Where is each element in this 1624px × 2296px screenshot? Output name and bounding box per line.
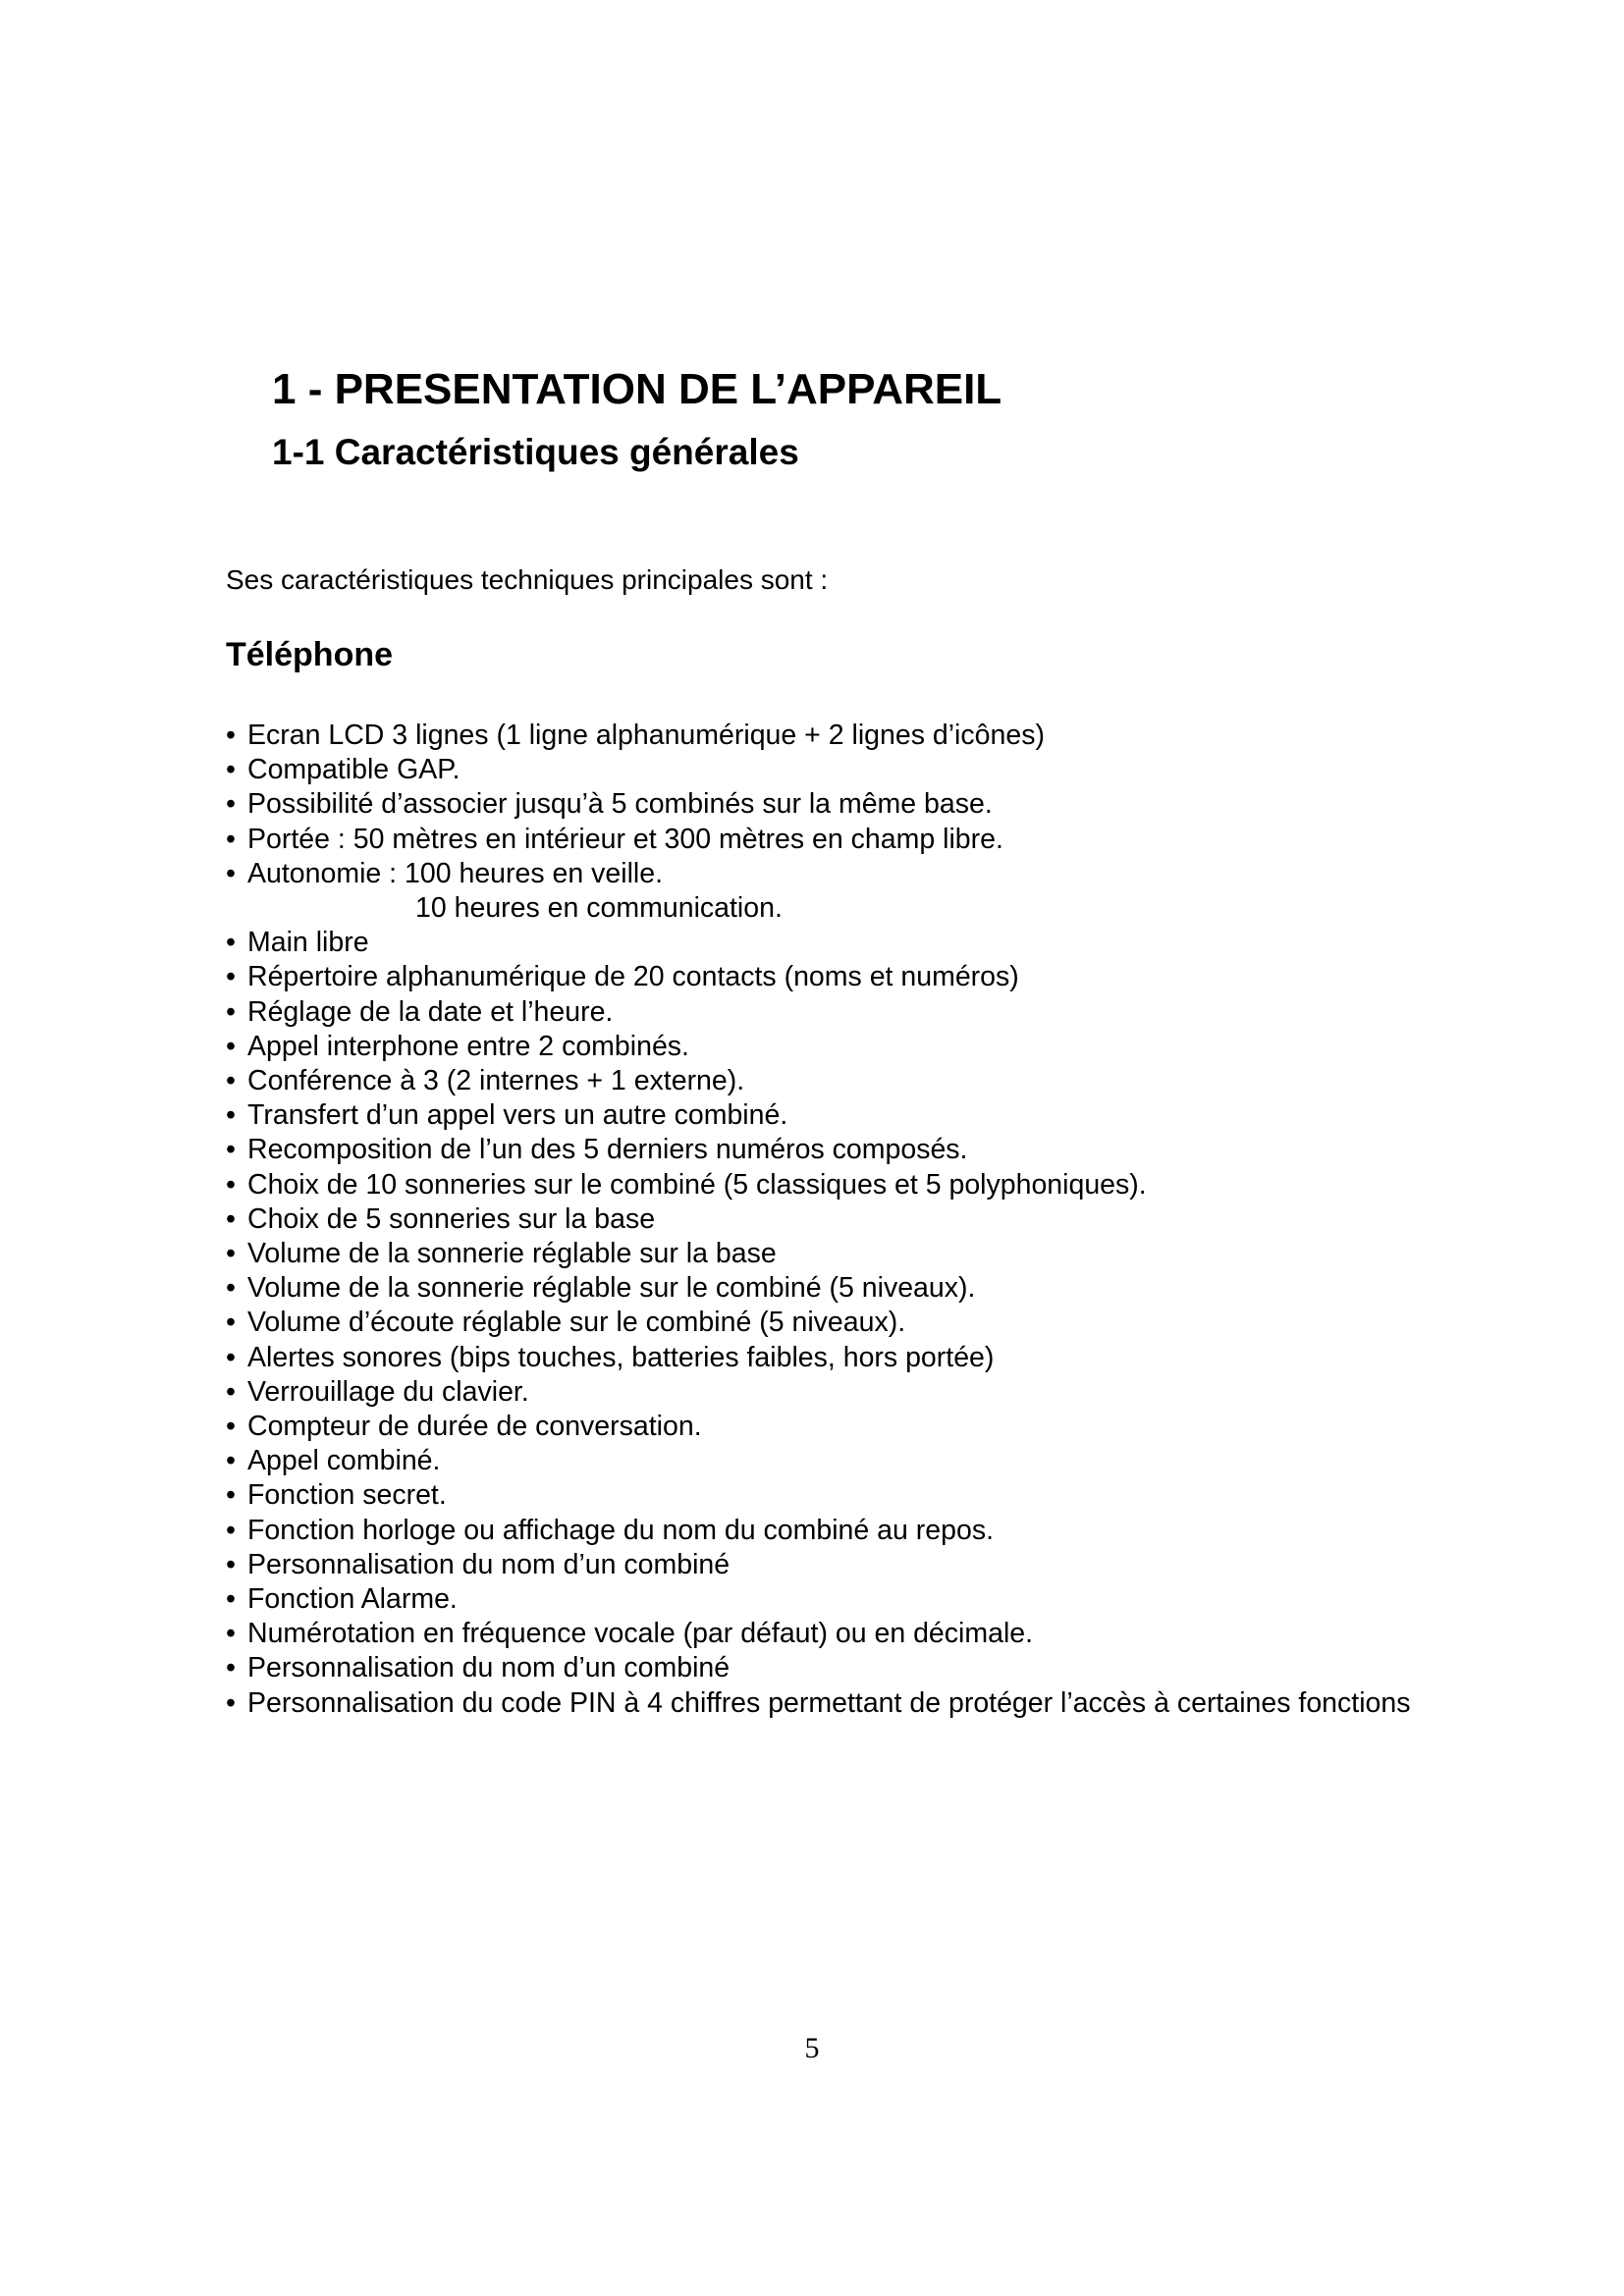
intro-text: Ses caractéristiques techniques principales sont :: [226, 564, 829, 595]
feature-item: [226, 1444, 1424, 1478]
feature-text: Main libre: [247, 927, 369, 959]
feature-item: [226, 823, 1424, 857]
bullet-icon: •: [226, 754, 236, 786]
feature-item: [226, 753, 1424, 787]
bullet-icon: •: [226, 1238, 236, 1270]
feature-text: Appel combiné.: [247, 1445, 441, 1477]
feature-item: [226, 1410, 1424, 1444]
feature-text: Fonction Alarme.: [247, 1583, 458, 1616]
feature-item: [226, 1064, 1424, 1098]
feature-item: [226, 857, 1424, 891]
features-list: [226, 719, 1424, 1721]
feature-text: Personnalisation du nom d’un combiné: [247, 1548, 731, 1580]
feature-text: Volume d’écoute réglable sur le combiné (5 niveaux).: [247, 1307, 906, 1339]
bullet-icon: •: [226, 1272, 236, 1305]
feature-item: [226, 787, 1424, 822]
feature-text: Verrouillage du clavier.: [247, 1375, 529, 1408]
feature-item: [226, 719, 1424, 753]
feature-text: Portée : 50 mètres en intérieur et 300 mètres en champ libre.: [247, 823, 1003, 855]
feature-item: [226, 1686, 1424, 1721]
feature-text: Volume de la sonnerie réglable sur le combiné (5 niveaux).: [247, 1272, 976, 1305]
feature-text: Numérotation en fréquence vocale (par défaut) ou en décimale.: [247, 1618, 1034, 1650]
feature-text: Réglage de la date et l’heure.: [247, 995, 614, 1028]
feature-item: [226, 1478, 1424, 1513]
feature-text: Volume de la sonnerie réglable sur la base: [247, 1238, 777, 1270]
bullet-icon: •: [226, 1375, 236, 1408]
feature-text: Choix de 10 sonneries sur le combiné (5 classiques et 5 polyphoniques).: [247, 1168, 1147, 1201]
bullet-icon: •: [226, 720, 236, 751]
feature-text: Fonction horloge ou affichage du nom du combiné au repos.: [247, 1514, 994, 1546]
feature-text: Transfert d’un appel vers un autre combiné.: [247, 1099, 788, 1132]
bullet-icon: •: [226, 1134, 236, 1166]
bullet-icon: •: [226, 1307, 236, 1339]
bullet-icon: •: [226, 1583, 236, 1616]
bullet-icon: •: [226, 961, 236, 993]
feature-item: [226, 1582, 1424, 1617]
bullet-icon: •: [226, 1168, 236, 1201]
feature-text: Personnalisation du nom d’un combiné: [247, 1652, 731, 1684]
feature-text: 10 heures en communication.: [415, 892, 783, 925]
page-heading: 1 - PRESENTATION DE L’APPAREIL: [272, 365, 1002, 413]
feature-text: Personnalisation du code PIN à 4 chiffres permettant de protéger l’accès à certaines fonctions: [247, 1686, 1411, 1719]
telephone-section-title: Téléphone: [226, 636, 394, 673]
bullet-icon: •: [226, 1445, 236, 1477]
bullet-icon: •: [226, 995, 236, 1028]
feature-item: [226, 1168, 1424, 1202]
bullet-icon: •: [226, 1548, 236, 1580]
feature-text: Appel interphone entre 2 combinés.: [247, 1030, 689, 1062]
feature-item: [226, 1271, 1424, 1306]
feature-text: Possibilité d’associer jusqu’à 5 combinés sur la même base.: [247, 788, 993, 821]
bullet-icon: •: [226, 1065, 236, 1097]
feature-text: Alertes sonores (bips touches, batteries faibles, hors portée): [247, 1341, 995, 1373]
feature-item: [226, 1202, 1424, 1237]
feature-item: [226, 960, 1424, 994]
feature-item: [226, 1237, 1424, 1271]
bullet-icon: •: [226, 1411, 236, 1443]
bullet-icon: •: [226, 823, 236, 855]
bullet-icon: •: [226, 1686, 236, 1719]
feature-item: [226, 1306, 1424, 1340]
feature-item: [226, 1341, 1424, 1375]
feature-text: Répertoire alphanumérique de 20 contacts (noms et numéros): [247, 961, 1019, 993]
bullet-icon: •: [226, 1479, 236, 1512]
feature-item: [226, 1030, 1424, 1064]
bullet-icon: •: [226, 1202, 236, 1235]
feature-text: Compatible GAP.: [247, 754, 460, 786]
section-subheading: 1-1 Caractéristiques générales: [272, 432, 799, 472]
feature-item: [226, 995, 1424, 1030]
page-number: 5: [804, 2032, 820, 2064]
feature-item: [226, 1098, 1424, 1133]
bullet-icon: •: [226, 788, 236, 821]
feature-text: Ecran LCD 3 lignes (1 ligne alphanumérique + 2 lignes d’icônes): [247, 720, 1045, 751]
bullet-icon: •: [226, 927, 236, 959]
feature-item: [226, 1617, 1424, 1651]
feature-item: [226, 1514, 1424, 1548]
feature-text: Choix de 5 sonneries sur la base: [247, 1202, 656, 1235]
bullet-icon: •: [226, 1030, 236, 1062]
feature-item: [226, 1375, 1424, 1410]
feature-text: Compteur de durée de conversation.: [247, 1411, 702, 1443]
bullet-icon: •: [226, 1652, 236, 1684]
feature-text: Conférence à 3 (2 internes + 1 externe).: [247, 1065, 745, 1097]
bullet-icon: •: [226, 857, 236, 889]
feature-item: [226, 1133, 1424, 1167]
feature-item-continuation: [226, 891, 1424, 926]
feature-item: [226, 926, 1424, 960]
feature-text: Autonomie : 100 heures en veille.: [247, 857, 664, 889]
bullet-icon: •: [226, 1514, 236, 1546]
bullet-icon: •: [226, 1341, 236, 1373]
feature-text: Fonction secret.: [247, 1479, 447, 1512]
bullet-icon: •: [226, 1099, 236, 1132]
feature-text: Recomposition de l’un des 5 derniers numéros composés.: [247, 1134, 968, 1166]
bullet-icon: •: [226, 1618, 236, 1650]
feature-item: [226, 1651, 1424, 1685]
feature-item: [226, 1548, 1424, 1582]
